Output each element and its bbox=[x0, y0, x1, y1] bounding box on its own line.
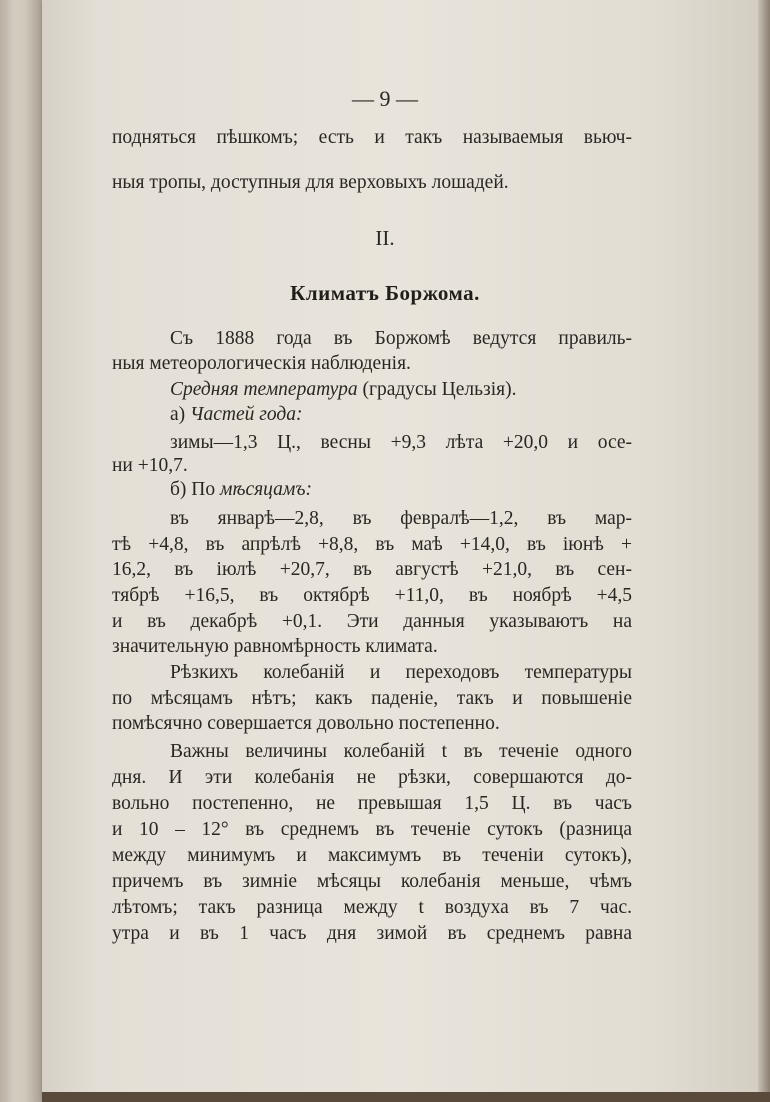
months-label: мѣсяцамъ: bbox=[220, 479, 312, 500]
text-line: Рѣзкихъ колебаній и переходовъ температуры bbox=[170, 662, 632, 683]
months-heading bbox=[170, 477, 690, 503]
page-number: — 9 — bbox=[352, 86, 418, 111]
text-line: и 10 – 12° въ среднемъ въ теченіе сутокъ (разница bbox=[112, 819, 632, 840]
text-line: тябрѣ +16,5, въ октябрѣ +11,0, въ ноябрѣ +4,5 bbox=[112, 585, 632, 606]
avg-temp-line bbox=[170, 377, 690, 403]
text-line: между минимумъ и максимумъ въ теченіи сутокъ), bbox=[112, 845, 632, 866]
text-line: въ январѣ—2,8, въ февралѣ—1,2, въ мар- bbox=[170, 508, 632, 529]
text-line: ныя метеорологическія наблюденія. bbox=[112, 353, 411, 374]
page-edge bbox=[758, 0, 770, 1102]
table-surface bbox=[42, 1092, 770, 1102]
text-line: вольно постепенно, не превышая 1,5 Ц. въ часъ bbox=[112, 793, 632, 814]
text-line: Съ 1888 года въ Боржомѣ ведутся правиль- bbox=[170, 328, 632, 349]
text-line: по мѣсяцамъ нѣтъ; какъ паденіе, такъ и повышеніе bbox=[112, 688, 632, 709]
avg-temp-note: (градусы Цельзія). bbox=[362, 379, 517, 400]
book-binding bbox=[0, 0, 42, 1102]
text-line: лѣтомъ; такъ разница между t воздуха въ 7 час. bbox=[112, 897, 632, 918]
text-line: подняться пѣшкомъ; есть и такъ называемыя вьюч- bbox=[112, 127, 632, 148]
text-line: ныя тропы, доступныя для верховыхъ лошадей. bbox=[112, 172, 509, 193]
section-heading: Климатъ Боржома. bbox=[290, 281, 480, 305]
text-line: тѣ +4,8, въ апрѣлѣ +8,8, въ маѣ +14,0, въ іюнѣ + bbox=[112, 534, 632, 555]
seasons-heading bbox=[170, 402, 690, 428]
avg-temp-label: Средняя температура bbox=[170, 379, 358, 400]
months-prefix: б) По bbox=[170, 479, 216, 500]
text-line: зимы—1,3 Ц., весны +9,3 лѣта +20,0 и осе- bbox=[170, 432, 632, 453]
text-line: Важны величины колебаній t въ теченіе одного bbox=[170, 741, 632, 762]
text-line: 16,2, въ іюлѣ +20,7, въ августѣ +21,0, въ сен- bbox=[112, 559, 632, 580]
text-line: помѣсячно совершается довольно постепенно. bbox=[112, 713, 500, 734]
seasons-label: Частей года: bbox=[190, 404, 303, 425]
text-line: дня. И эти колебанія не рѣзки, совершаются до- bbox=[112, 767, 632, 788]
seasons-prefix: а) bbox=[170, 404, 186, 425]
text-line: причемъ въ зимніе мѣсяцы колебанія меньше, чѣмъ bbox=[112, 871, 632, 892]
section-number: II. bbox=[375, 226, 395, 250]
text-line: ни +10,7. bbox=[112, 455, 188, 476]
text-line: и въ декабрѣ +0,1. Эти данныя указываютъ на bbox=[112, 611, 632, 632]
text-line: значительную равномѣрность климата. bbox=[112, 636, 438, 657]
text-line: утра и въ 1 часъ дня зимой въ среднемъ равна bbox=[112, 923, 632, 944]
